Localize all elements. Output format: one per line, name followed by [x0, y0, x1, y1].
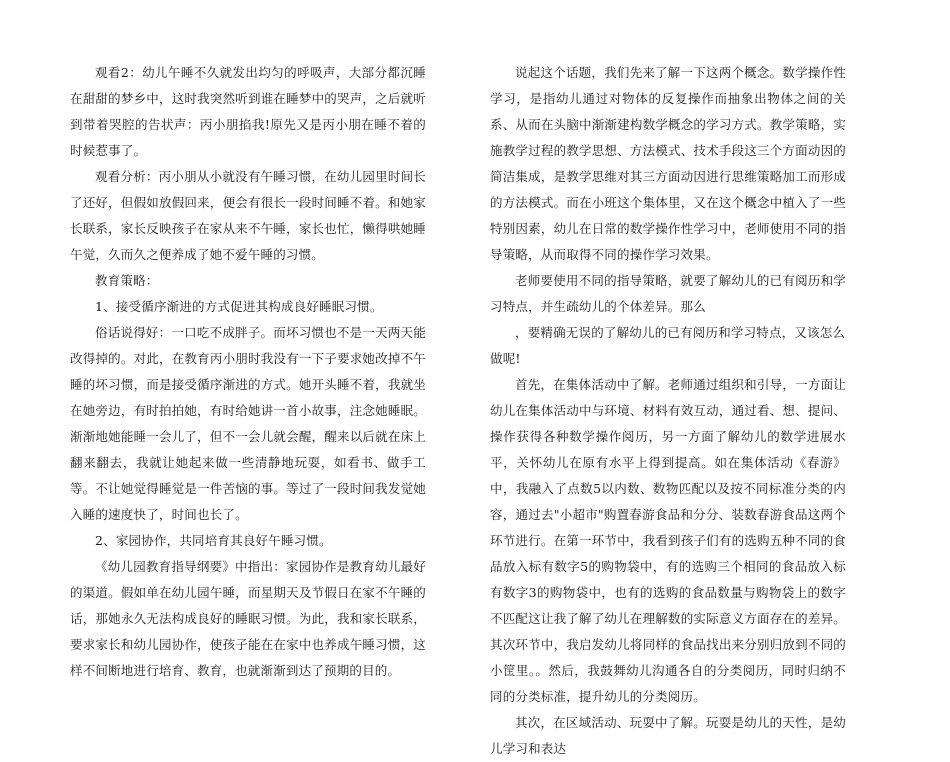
paragraph-first-group-activity: 首先，在集体活动中了解。老师通过组织和引导，一方面让幼儿在集体活动中与环境、材料有效互动，通过看、想、提问、操作获得各种数学操作阅历，另一方面了解幼儿的数学进展水平，关怀幼儿在原有水平上得到提高。如在集体活动《春游》中，我融入了点数5以内数、数物匹配以及按不同标准分类的内容，通过去"小超市"购置春游食品和分分、装数春游食品这两个环节进行。在第一环节中，我看到孩子们有的选购五种不同的食品放入标有数字5的购物袋中，有的选购三个相同的食品放入标有数字3的购物袋中，也有的选购的食品数量与购物袋上的数字不匹配这让我了解了幼儿在理解数的实际意义方面存在的差异。其次环节中，我启发幼儿将同样的食品找出来分别归放到不同的小筐里。。然后，我鼓舞幼儿沟通各自的分类阅历，同时归纳不同的分类标准，提升幼儿的分类阅历。 [490, 377, 846, 704]
paragraph-second-area-activity: 其次，在区域活动、玩耍中了解。玩耍是幼儿的天性，是幼儿学习和表达 [490, 715, 846, 756]
paragraph-teacher-strategy: 老师要使用不同的指导策略，就要了解幼儿的已有阅历和学习特点，并生疏幼儿的个体差异。那么 [490, 273, 846, 314]
paragraph-observation-analysis: 观看分析：丙小朋从小就没有午睡习惯，在幼儿园里时间长了还好，但假如放假回来，便会有很长一段时间睡不着。和她家长联系，家长反映孩子在家从来不午睡，家长也忙，懒得哄她睡午觉，久而久之便养成了她不爱午睡的习惯。 [70, 169, 426, 262]
strategy-item-2: 2、家园协作，共同培育其良好午睡习惯。 [95, 533, 332, 548]
paragraph-concepts-intro: 说起这个话题，我们先来了解一下这两个概念。数学操作性学习，是指幼儿通过对物体的反复操作而抽象出物体之间的关系、从而在头脑中渐渐建构数学概念的学习方式。教学策略，实施教学过程的教学思想、方法模式、技术手段这三个方面动因的简洁集成，是教学思维对其三方面动因进行思维策略加工而形成的方法模式。而在小班这个集体里，又在这个概念中植入了一些特别因素，幼儿在日常的数学操作性学习中，老师使用不同的指导策略，从而取得不同的操作学习效果。 [490, 65, 846, 262]
right-column [490, 60, 846, 762]
strategy-item-1: 1、接受循序渐进的方式促进其构成良好睡眠习惯。 [95, 299, 383, 314]
paragraph-strategy-2-detail: 《幼儿园教育指导纲要》中指出：家园协作是教育幼儿最好的渠道。假如单在幼儿园午睡，而星期天及节假日在家不午睡的话，那她永久无法构成良好的睡眠习惯。为此，我和家长联系，要求家长和幼儿园协作，使孩子能在在家中也养成午睡习惯，这样不间断地进行培育、教育，也就渐渐到达了预期的目的。 [70, 559, 426, 678]
left-column [70, 60, 426, 684]
paragraph-observation-2: 观看2：幼儿午睡不久就发出均匀的呼吸声，大部分都沉睡在甜甜的梦乡中，这时我突然听到谁在睡梦中的哭声，之后就听到带着哭腔的告状声：丙小朋掐我!原先又是丙小朋在睡不着的时候惹事了。 [70, 65, 426, 158]
heading-education-strategy: 教育策略： [95, 273, 159, 288]
paragraph-question: ，要精确无误的了解幼儿的已有阅历和学习特点，又该怎么做呢! [490, 325, 846, 366]
paragraph-strategy-1-detail: 俗话说得好：一口吃不成胖子。而坏习惯也不是一天两天能改得掉的。对此，在教育丙小朋时我没有一下子要求她改掉不午睡的坏习惯，而是接受循序渐进的方式。她开头睡不着，我就坐在她旁边，有时拍拍她，有时给她讲一首小故事，注念她睡眠。渐渐地她能睡一会儿了，但不一会儿就会醒，醒来以后就在床上翻来翻去，我就让她起来做一些清静地玩耍，如看书、做手工等。不让她觉得睡觉是一件苦恼的事。等过了一段时间我发觉她入睡的速度快了，时间也长了。 [70, 325, 426, 522]
